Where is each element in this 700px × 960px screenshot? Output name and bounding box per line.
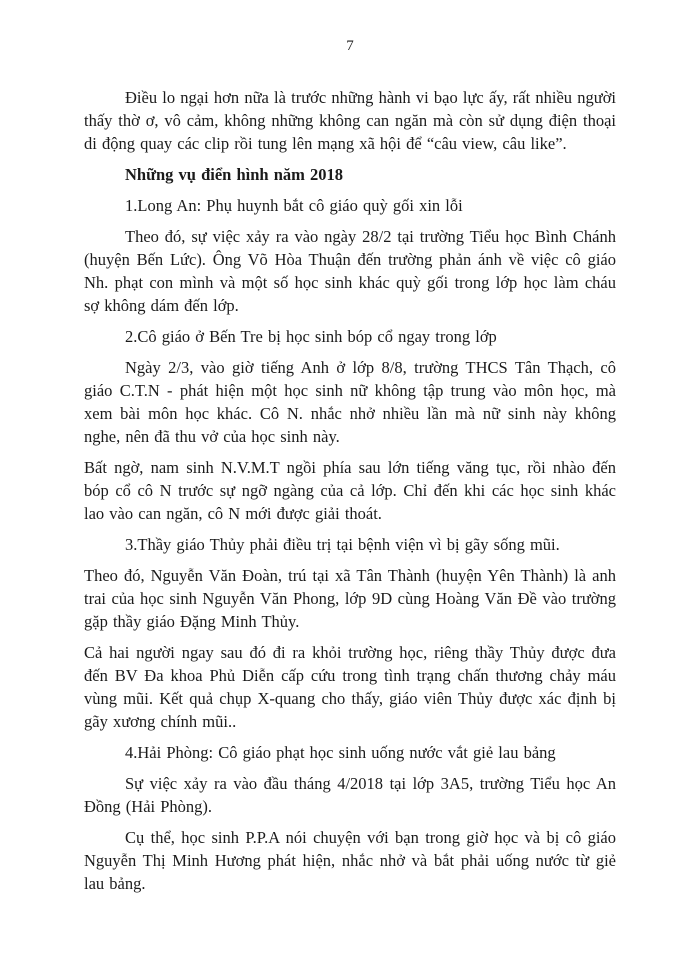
intro-paragraph: Điều lo ngại hơn nữa là trước những hành vi bạo lực ấy, rất nhiều người thấy thờ ơ, vô cảm, không những không can ngăn mà còn sử dụng điện thoại di động quay các clip rồi tung lên mạng xã hội để “câu view, câu like”.	[84, 88, 616, 153]
case-3-title: 3.Thầy giáo Thủy phải điều trị tại bệnh viện vì bị gãy sống mũi.	[125, 535, 560, 554]
case-4-title: 4.Hải Phòng: Cô giáo phạt học sinh uống nước vắt giẻ lau bảng	[125, 743, 556, 762]
case-1-paragraph: Theo đó, sự việc xảy ra vào ngày 28/2 tại trường Tiểu học Bình Chánh (huyện Bến Lức). Ông Võ Hòa Thuận đến trường phản ánh về việc cô giáo Nh. phạt con mình và một số học sinh khác quỳ gối trong lớp học làm cháu sợ không dám đến lớp.	[84, 227, 616, 315]
page-number: 7	[346, 38, 354, 54]
case-4-paragraph-2: Cụ thể, học sinh P.P.A nói chuyện với bạn trong giờ học và bị cô giáo Nguyễn Thị Minh Hương phát hiện, nhắc nhở và bắt phải uống nước từ giẻ lau bảng.	[84, 828, 616, 893]
case-2-title: 2.Cô giáo ở Bến Tre bị học sinh bóp cổ ngay trong lớp	[125, 327, 497, 346]
case-1-title: 1.Long An: Phụ huynh bắt cô giáo quỳ gối xin lỗi	[125, 196, 463, 215]
case-3-paragraph-1: Theo đó, Nguyễn Văn Đoàn, trú tại xã Tân Thành (huyện Yên Thành) là anh trai của học sinh Nguyễn Văn Phong, lớp 9D cùng Hoàng Văn Đề vào trường gặp thầy giáo Đặng Minh Thủy.	[84, 566, 616, 631]
case-2-paragraph-2: Bất ngờ, nam sinh N.V.M.T ngồi phía sau lớn tiếng văng tục, rồi nhào đến bóp cổ cô N trước sự ngỡ ngàng của cả lớp. Chỉ đến khi các học sinh khác lao vào can ngăn, cô N mới được giải thoát.	[84, 458, 616, 523]
case-3-paragraph-2: Cả hai người ngay sau đó đi ra khỏi trường học, riêng thầy Thủy được đưa đến BV Đa khoa Phủ Diễn cấp cứu trong tình trạng chấn thương chảy máu vùng mũi. Kết quả chụp X-quang cho thấy, giáo viên Thủy được xác định bị gãy xương chính mũi..	[84, 643, 616, 731]
case-4-paragraph-1: Sự việc xảy ra vào đầu tháng 4/2018 tại lớp 3A5, trường Tiểu học An Đồng (Hải Phòng).	[84, 774, 616, 816]
document-body	[84, 86, 616, 895]
section-heading-2018: Những vụ điển hình năm 2018	[125, 165, 344, 184]
case-2-paragraph-1: Ngày 2/3, vào giờ tiếng Anh ở lớp 8/8, trường THCS Tân Thạch, cô giáo C.T.N - phát hiện một học sinh nữ không tập trung vào môn học, mà xem bài môn học khác. Cô N. nhắc nhở nhiều lần mà nữ sinh này không nghe, nên đã thu vở của học sinh này.	[84, 358, 616, 446]
